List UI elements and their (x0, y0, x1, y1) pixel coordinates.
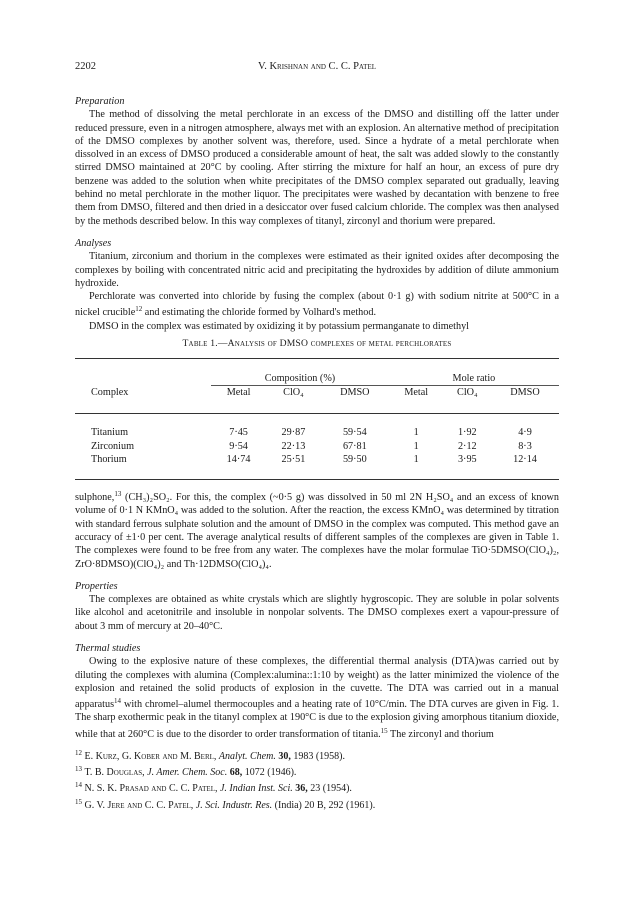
section-heading-thermal: Thermal studies (75, 642, 141, 654)
column-header: DMSO (510, 387, 540, 399)
column-header: ClO₄ (283, 387, 304, 399)
section-heading-preparation: Preparation (75, 96, 125, 107)
reference-item: $^{12}$ E. Kurz, G. Kober and M. Berl, Analyt. Chem. 30, 1983 (1958). (75, 749, 345, 763)
table-caption (75, 337, 559, 350)
running-head-authors: V. Krishnan and C. C. Patel (257, 61, 377, 72)
paragraph-preparation: The method of dissolving the metal perchlorate in an excess of the DMSO and distilling off the latter under reduced pressure, even in a nitrogen atmosphere, always met with an explosion. An alternative method of precipitation of the DMSO complexes by another solvent was, therefore, used. Since a hydrate of a metal perchlorate when dissolved in an excess of DMSO produced a considerable amount of heat, the salt was added slowly to the constantly stirred DMSO maintained at 20°C by cooling. After stirring the mixture for half an hour, an excess of pure dry benzene was added to the solution when white precipitates of the DMSO complex separated out gradually, leaving behind no metal perchlorate in the mother liquor. The precipitates were washed by decantation with benzene to free them from DMSO, filtered and then dried in a desiccator over fused calcium chloride. The complex was then analysed by the methods described below. In this way complexes of titanyl, zirconyl and thorium were prepared. (75, 109, 559, 227)
paragraph-analyses-3: DMSO in the complex was estimated by oxidizing it by potassium permanganate to dimethyl (89, 320, 469, 332)
citation-13: 13 (114, 490, 122, 499)
table-title: —Analysis of DMSO complexes of metal perchlorates (217, 338, 452, 350)
citation-12: 12 (135, 305, 143, 314)
group-header-composition: Composition (%) (211, 372, 389, 386)
paragraph-properties: The complexes are obtained as white crystals which are slightly hygroscopic. They are soluble in polar solvents like alcohol and acetonitrile and insoluble in nonpolar solvents. The DMSO complexes exert a vapour-pressure of about 3 mm of mercury at 20–40°C. (75, 594, 559, 632)
analysis-table (75, 358, 559, 480)
footnote-references (75, 747, 559, 812)
reference-item: $^{14}$ N. S. K. Prasad and C. C. Patel, J. Indian Inst. Sci. 36, 23 (1954). (75, 781, 352, 795)
page-number: 2202 (75, 61, 96, 72)
running-header (75, 61, 559, 75)
column-header: Metal (404, 387, 429, 399)
table-row: Thorium 14·74 25·51 59·50 1 3·95 12·14 (91, 453, 537, 465)
column-header: Metal (226, 387, 251, 399)
paragraph-after-table: sulphone,$^{13}$ (CH₃)₂SO₂. For this, the complex (~0·5 g) was dissolved in 50 ml 2N H₂SO₄ and an excess of known volume of 0·1 N KMnO₄ was added to the solution. After the reaction, the excess KMnO₄ was determined by titration with standard ferrous sulphate solution and the amount of DMSO in the complex was computed. This method gave an accuracy of ±1·0 per cent. The average analytical results of different samples of the complexes are given in Table 1. The complexes were found to be free from any water. The complexes have the molar formulae TiO·5DMSO(ClO₄)₂, ZrO·8DMSO)(ClO₄)₂ and Th·12DMSO(ClO₄)₄. (75, 490, 559, 570)
column-header: ClO₄ (457, 387, 478, 399)
citation-15: 15 (380, 726, 388, 735)
table-row: Zirconium 9·54 22·13 67·81 1 2·12 8·3 (91, 440, 532, 452)
table-row: Titanium 7·45 29·87 59·54 1 1·92 4·9 (91, 427, 532, 439)
citation-14: 14 (114, 697, 122, 706)
column-header: Complex (91, 387, 129, 399)
article-body (75, 95, 559, 812)
reference-item: $^{15}$ G. V. Jere and C. C. Patel, J. Sci. Industr. Res. (India) 20 B, 292 (1961). (75, 797, 376, 811)
paragraph-analyses-1: Titanium, zirconium and thorium in the complexes were estimated as their ignited oxides after decomposing the complexes by boiling with concentrated nitric acid and precipitating the hydroxides by addition of dilute ammonium hydroxide. (75, 251, 559, 289)
paragraph-thermal: Owing to the explosive nature of these complexes, the differential thermal analysis (DTA)was carried out by diluting the complexes with alumina (Complex:alumina::1:10 by weight) as the latter minimized the violence of the explosion and retained the solid products of explosion in the cuvette. The DTA was carried out in a manual apparatus$^{14}$ with chromel–alumel thermocouples and a heating rate of 10°C/min. The DTA curves are given in Fig. 1. The sharp exothermic peak in the titanyl complex at 190°C is due to the explosion giving amorphous titanium dioxide, while that at 260°C is due to the disorder to order transformation of titania.$^{15}$ The zirconyl and thorium (75, 656, 559, 740)
section-heading-properties: Properties (75, 580, 118, 592)
column-header: DMSO (340, 387, 370, 399)
paragraph-analyses-2: Perchlorate was converted into chloride by fusing the complex (about 0·1 g) with sodium nitrite at 500°C in a nickel crucible$^{12}$ and estimating the chloride formed by Volhard's method. (75, 291, 559, 319)
table-label: Table 1. (182, 338, 218, 350)
section-heading-analyses: Analyses (75, 237, 112, 249)
group-header-mole-ratio: Mole ratio (389, 372, 559, 386)
reference-item: $^{13}$ T. B. Douglas, J. Amer. Chem. Soc. 68, 1072 (1946). (75, 765, 297, 779)
